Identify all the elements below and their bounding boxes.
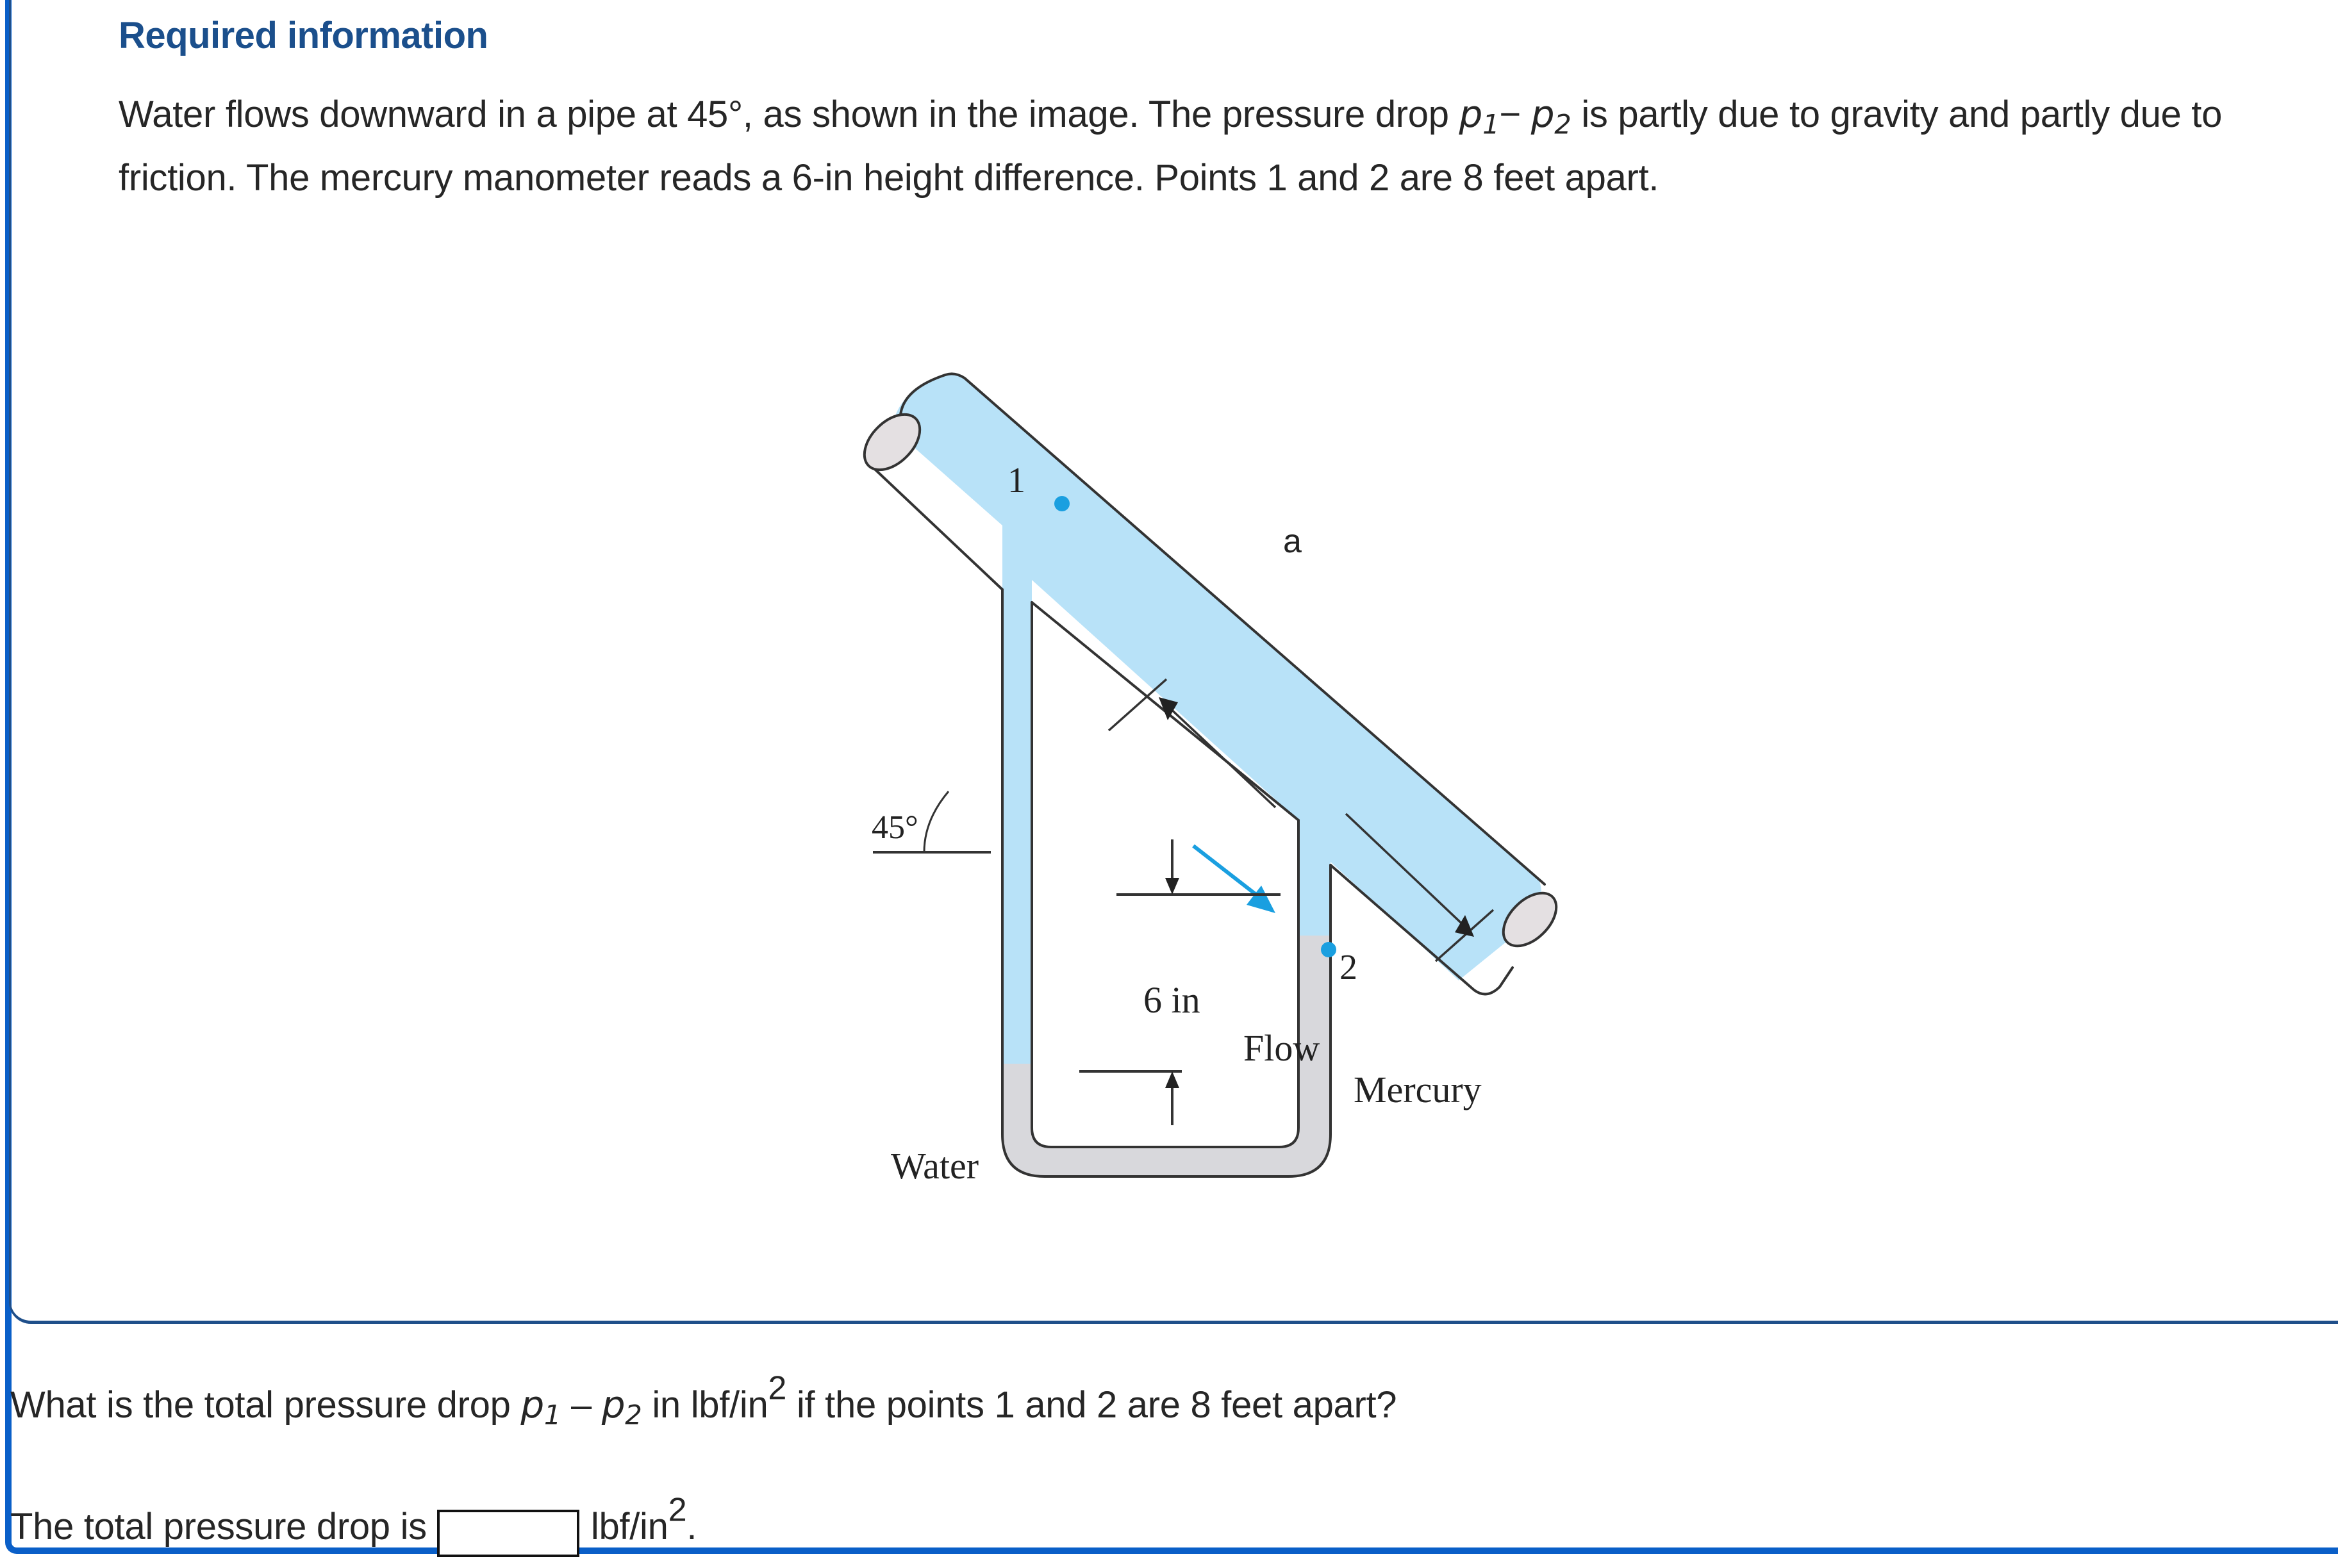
height-arrow-down-icon bbox=[1165, 878, 1179, 895]
point-2-label: 2 bbox=[1339, 948, 1357, 987]
problem-text-part2: is partly due to gravity and partly due to friction. The mercury manometer reads a 6-in height difference. Points 1 and 2 are 8 feet apart. bbox=[119, 94, 2223, 199]
problem-statement bbox=[119, 87, 2234, 205]
height-arrow-up-icon bbox=[1165, 1071, 1179, 1088]
answer-prefix: The total pressure drop is bbox=[10, 1506, 427, 1547]
water-label: Water bbox=[891, 1145, 979, 1187]
point-1-label: 1 bbox=[1007, 461, 1025, 500]
flow-label: Flow bbox=[1243, 1027, 1320, 1069]
angle-arc bbox=[924, 791, 949, 852]
pipe-and-manometer bbox=[854, 374, 1566, 1176]
right-water-leg bbox=[1298, 843, 1331, 936]
mercury-label: Mercury bbox=[1354, 1069, 1482, 1110]
manometer-diagram bbox=[833, 320, 1634, 1217]
flow-arrow-icon bbox=[1193, 846, 1275, 913]
angle-label: 45° bbox=[872, 809, 918, 846]
pressure-drop-input[interactable] bbox=[437, 1510, 579, 1557]
problem-text-part1: Water flows downward in a pipe at 45°, as shown in the image. The pressure drop bbox=[119, 94, 1459, 135]
point-2-marker bbox=[1321, 942, 1336, 957]
question-text: What is the total pressure drop $p_1 - p_2$ in lbf/in2 if the points 1 and 2 are 8 feet apart? bbox=[10, 1369, 1397, 1431]
height-label: 6 in bbox=[1143, 979, 1200, 1021]
minus-sign: − bbox=[1499, 94, 1531, 135]
p1-symbol: $p_1$ bbox=[1459, 92, 1500, 140]
answer-unit: lbf/in2. bbox=[590, 1491, 697, 1547]
p1-symbol: $p_1$ bbox=[520, 1383, 561, 1431]
required-information-title: Required information bbox=[119, 15, 488, 56]
point-1-marker bbox=[1054, 496, 1070, 511]
left-water-leg bbox=[1002, 538, 1032, 1064]
p2-symbol: $p_2$ bbox=[1530, 92, 1571, 140]
p2-symbol: $p_2$ bbox=[601, 1383, 642, 1431]
answer-row bbox=[10, 1491, 697, 1548]
distance-label: a bbox=[1283, 523, 1302, 560]
inclined-pipe bbox=[892, 374, 1541, 980]
